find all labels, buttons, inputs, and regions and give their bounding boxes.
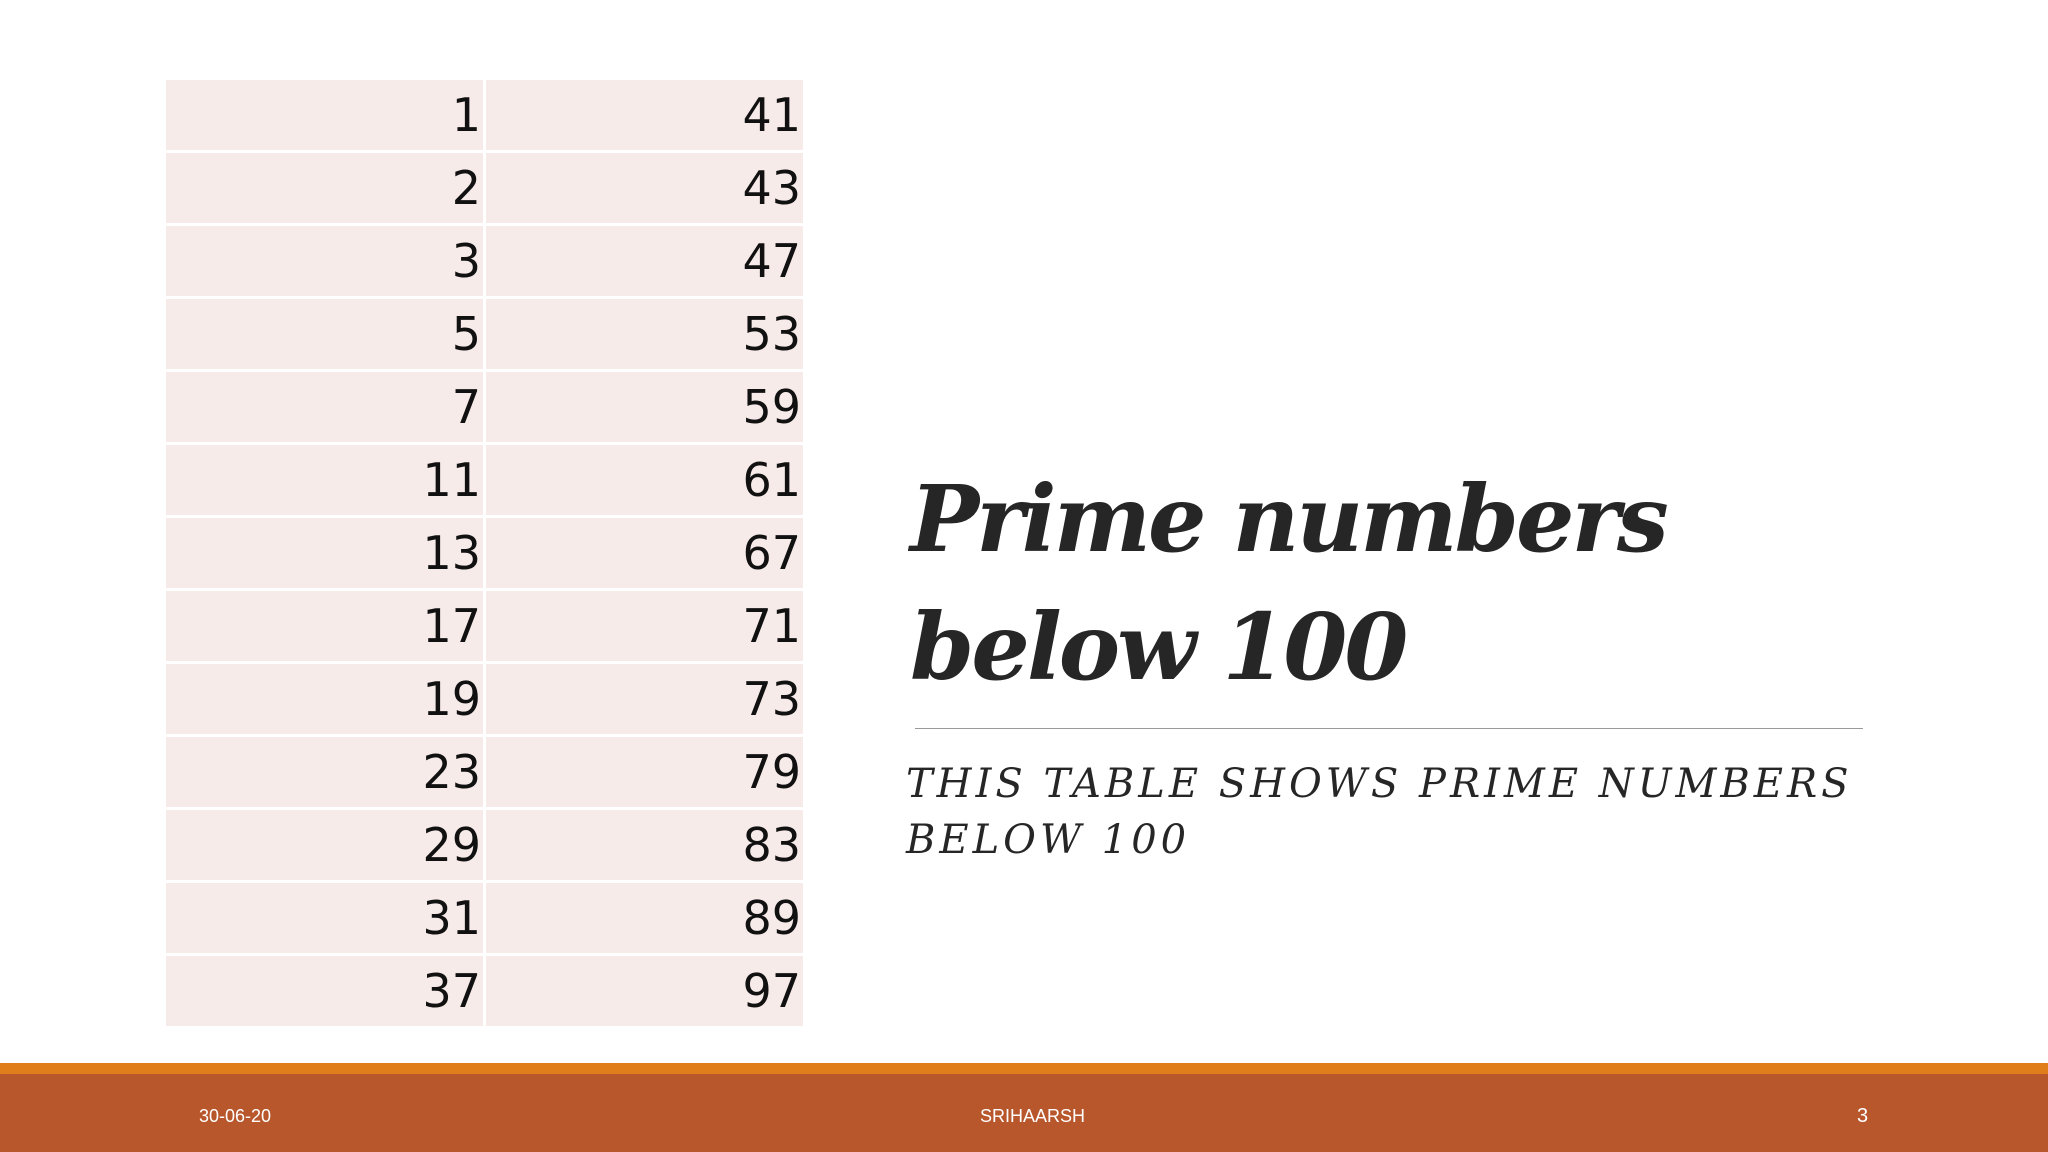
table-row (165, 736, 805, 809)
table-cell: 17 (165, 590, 485, 663)
table-cell: 73 (485, 663, 805, 736)
table-cell: 43 (485, 152, 805, 225)
table-cell: 2 (165, 152, 485, 225)
page-number: 3 (1857, 1105, 1869, 1127)
table-cell: 61 (485, 444, 805, 517)
table-row (165, 298, 805, 371)
table-cell: 23 (165, 736, 485, 809)
table-cell: 37 (165, 955, 485, 1028)
table-cell: 41 (485, 79, 805, 152)
table-row (165, 882, 805, 955)
footer-author: SRIHAARSH (980, 1106, 1086, 1126)
table-row (165, 444, 805, 517)
table-cell: 67 (485, 517, 805, 590)
table-cell: 7 (165, 371, 485, 444)
table-row (165, 225, 805, 298)
table-cell: 47 (485, 225, 805, 298)
table-row (165, 517, 805, 590)
table-row (165, 371, 805, 444)
table-cell: 53 (485, 298, 805, 371)
table-row (165, 955, 805, 1028)
table-cell: 19 (165, 663, 485, 736)
table-row (165, 590, 805, 663)
footer-accent-bar (0, 1063, 2048, 1074)
table-cell: 13 (165, 517, 485, 590)
table-cell: 5 (165, 298, 485, 371)
table-row (165, 663, 805, 736)
table-cell: 59 (485, 371, 805, 444)
table-cell: 83 (485, 809, 805, 882)
table-row (165, 79, 805, 152)
footer-date: 30-06-20 (199, 1106, 272, 1126)
table-row (165, 152, 805, 225)
table-cell: 1 (165, 79, 485, 152)
slide-title: Prime numbers below 100 (910, 465, 1666, 701)
table-cell: 29 (165, 809, 485, 882)
table-row (165, 809, 805, 882)
table-cell: 89 (485, 882, 805, 955)
table-cell: 3 (165, 225, 485, 298)
table-cell: 71 (485, 590, 805, 663)
prime-numbers-table (163, 77, 806, 1029)
table-cell: 31 (165, 882, 485, 955)
table-cell: 79 (485, 736, 805, 809)
table-cell: 97 (485, 955, 805, 1028)
title-divider (915, 728, 1863, 729)
table-cell: 11 (165, 444, 485, 517)
slide-subtitle: THIS TABLE SHOWS PRIME NUMBERS BELOW 100 (906, 761, 1853, 863)
